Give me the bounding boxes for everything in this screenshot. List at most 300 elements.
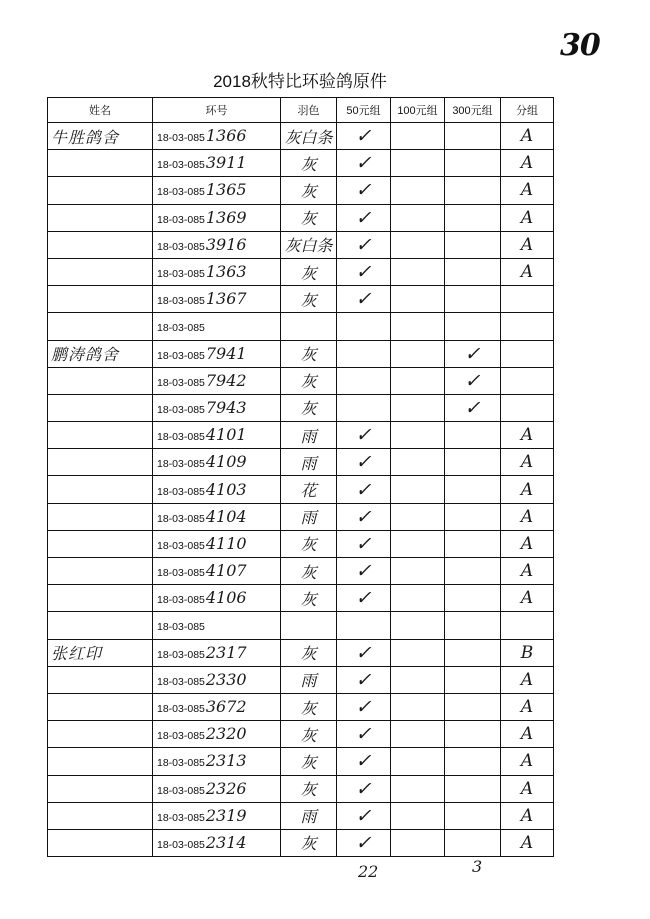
feather-color-cell xyxy=(281,721,337,748)
table-row xyxy=(48,150,554,177)
table-row xyxy=(48,340,554,367)
group-cell xyxy=(501,666,554,693)
group-cell xyxy=(501,177,554,204)
ring-prefix: 18-03-085 xyxy=(157,838,205,851)
group-cell xyxy=(501,231,554,258)
owner-name: 鹏涛鸽舍 xyxy=(51,345,120,365)
group-cell xyxy=(501,721,554,748)
feather-color-cell xyxy=(281,367,337,394)
ring-prefix: 18-03-085 xyxy=(157,403,205,416)
ring-prefix: 18-03-085 xyxy=(157,730,205,743)
table-row xyxy=(48,231,554,258)
ring-suffix: 4110 xyxy=(205,533,247,553)
group-cell xyxy=(501,313,554,340)
group-100-cell xyxy=(391,313,445,340)
group-300-cell xyxy=(445,258,501,285)
ring-number-cell xyxy=(153,585,281,612)
ring-number-cell xyxy=(153,802,281,829)
group-100-cell xyxy=(391,123,445,150)
feather-color-cell xyxy=(281,449,337,476)
ring-number-cell xyxy=(153,258,281,285)
group-cell xyxy=(501,204,554,231)
group-50-cell xyxy=(337,476,391,503)
group-letter: A xyxy=(520,153,534,174)
feather-color-cell xyxy=(281,775,337,802)
feather-color: 灰白条 xyxy=(284,127,333,147)
ring-prefix: 18-03-085 xyxy=(157,757,205,770)
group-50-cell xyxy=(337,231,391,258)
ring-prefix: 18-03-085 xyxy=(157,567,205,580)
table-row xyxy=(48,802,554,829)
check-mark-50: ✓ xyxy=(355,424,372,447)
ring-prefix: 18-03-085 xyxy=(157,268,205,281)
ring-prefix: 18-03-085 xyxy=(157,539,205,552)
check-mark-50: ✓ xyxy=(355,641,372,664)
group-100-cell xyxy=(391,829,445,856)
group-letter: A xyxy=(520,805,534,826)
group-100-cell xyxy=(391,721,445,748)
feather-color-cell xyxy=(281,693,337,720)
feather-color-cell xyxy=(281,340,337,367)
header-group: 分组 xyxy=(501,98,554,123)
group-50-cell xyxy=(337,721,391,748)
group-cell xyxy=(501,449,554,476)
table-row xyxy=(48,394,554,421)
table-row xyxy=(48,585,554,612)
ring-number-cell xyxy=(153,775,281,802)
table-row xyxy=(48,558,554,585)
table-row xyxy=(48,286,554,313)
group-letter: A xyxy=(520,832,534,853)
group-100-cell xyxy=(391,258,445,285)
group-50-cell xyxy=(337,394,391,421)
feather-color: 灰 xyxy=(300,154,317,174)
feather-color: 灰 xyxy=(300,698,317,718)
feather-color: 雨 xyxy=(300,807,317,827)
owner-name-cell xyxy=(48,177,153,204)
feather-color: 灰 xyxy=(300,345,317,365)
group-cell xyxy=(501,802,554,829)
group-300-cell xyxy=(445,313,501,340)
group-letter: A xyxy=(520,207,534,228)
group-300-cell xyxy=(445,721,501,748)
owner-name-cell xyxy=(48,721,153,748)
group-cell xyxy=(501,394,554,421)
group-50-cell xyxy=(337,585,391,612)
check-mark-300: ✓ xyxy=(464,396,481,419)
check-mark-50: ✓ xyxy=(355,125,372,148)
owner-name-cell xyxy=(48,639,153,666)
group-letter: A xyxy=(520,751,534,772)
header-name: 姓名 xyxy=(48,98,153,123)
group-50-cell xyxy=(337,558,391,585)
page-number-mark: 30 xyxy=(560,28,600,63)
group-300-cell xyxy=(445,503,501,530)
owner-name-cell xyxy=(48,340,153,367)
ring-number-cell xyxy=(153,639,281,666)
ring-prefix: 18-03-085 xyxy=(157,784,205,797)
check-mark-50: ✓ xyxy=(355,587,372,610)
header-ring-number: 环号 xyxy=(153,98,281,123)
feather-color-cell xyxy=(281,802,337,829)
group-100-cell xyxy=(391,367,445,394)
owner-name-cell xyxy=(48,558,153,585)
check-mark-50: ✓ xyxy=(355,451,372,474)
feather-color: 灰 xyxy=(300,725,317,745)
group-300-cell xyxy=(445,422,501,449)
ring-prefix: 18-03-085 xyxy=(157,594,205,607)
feather-color-cell xyxy=(281,639,337,666)
group-50-cell xyxy=(337,802,391,829)
table-row xyxy=(48,476,554,503)
group-300-cell xyxy=(445,476,501,503)
check-mark-50: ✓ xyxy=(355,505,372,528)
check-mark-50: ✓ xyxy=(355,261,372,284)
owner-name-cell xyxy=(48,530,153,557)
ring-suffix: 4101 xyxy=(205,425,247,445)
check-mark-50: ✓ xyxy=(355,206,372,229)
group-letter: A xyxy=(520,262,534,283)
group-100-cell xyxy=(391,748,445,775)
table-row xyxy=(48,449,554,476)
owner-name-cell xyxy=(48,748,153,775)
ring-suffix: 1363 xyxy=(205,262,247,282)
table-row xyxy=(48,530,554,557)
ring-suffix: 3672 xyxy=(205,697,247,717)
group-50-cell xyxy=(337,748,391,775)
group-300-cell xyxy=(445,829,501,856)
group-letter: A xyxy=(520,561,534,582)
group-100-cell xyxy=(391,286,445,313)
table-header-row xyxy=(48,98,554,123)
group-100-cell xyxy=(391,802,445,829)
ring-prefix: 18-03-085 xyxy=(157,703,205,716)
group-100-cell xyxy=(391,231,445,258)
owner-name-cell xyxy=(48,258,153,285)
ring-suffix: 4103 xyxy=(205,479,247,499)
ring-suffix: 2326 xyxy=(205,778,247,798)
group-300-cell xyxy=(445,775,501,802)
ring-number-cell xyxy=(153,394,281,421)
group-50-cell xyxy=(337,530,391,557)
group-cell xyxy=(501,286,554,313)
owner-name-cell xyxy=(48,286,153,313)
group-50-cell xyxy=(337,204,391,231)
group-300-cell xyxy=(445,693,501,720)
feather-color: 灰 xyxy=(300,181,317,201)
group-300-cell xyxy=(445,639,501,666)
group-50-cell xyxy=(337,150,391,177)
owner-name: 张红印 xyxy=(51,644,103,664)
check-mark-50: ✓ xyxy=(355,668,372,691)
group-300-cell xyxy=(445,286,501,313)
group-letter: A xyxy=(520,234,534,255)
feather-color: 灰 xyxy=(300,589,317,609)
ring-number-cell xyxy=(153,666,281,693)
owner-name-cell xyxy=(48,204,153,231)
check-mark-50: ✓ xyxy=(355,777,372,800)
feather-color-cell xyxy=(281,258,337,285)
group-300-cell xyxy=(445,530,501,557)
ring-number-cell xyxy=(153,123,281,150)
feather-color: 灰 xyxy=(300,644,317,664)
group-100-cell xyxy=(391,177,445,204)
owner-name-cell xyxy=(48,802,153,829)
feather-color: 灰 xyxy=(300,399,317,419)
group-100-cell xyxy=(391,394,445,421)
check-mark-50: ✓ xyxy=(355,288,372,311)
owner-name-cell xyxy=(48,693,153,720)
check-mark-300: ✓ xyxy=(464,369,481,392)
group-300-cell xyxy=(445,150,501,177)
group-cell xyxy=(501,693,554,720)
group-cell xyxy=(501,476,554,503)
ring-number-cell xyxy=(153,367,281,394)
ring-suffix: 4104 xyxy=(205,506,247,526)
ring-number-cell xyxy=(153,748,281,775)
ring-number-cell xyxy=(153,313,281,340)
check-mark-50: ✓ xyxy=(355,723,372,746)
table-row xyxy=(48,693,554,720)
group-100-cell xyxy=(391,612,445,639)
group-letter: A xyxy=(520,506,534,527)
check-mark-50: ✓ xyxy=(355,804,372,827)
ring-prefix: 18-03-085 xyxy=(157,648,205,661)
group-letter: A xyxy=(520,425,534,446)
owner-name-cell xyxy=(48,829,153,856)
group-100-cell xyxy=(391,150,445,177)
ring-prefix: 18-03-085 xyxy=(157,349,205,362)
group-letter: A xyxy=(520,588,534,609)
group-100-cell xyxy=(391,204,445,231)
ring-prefix: 18-03-085 xyxy=(157,240,205,253)
group-letter: A xyxy=(520,697,534,718)
group-300-cell xyxy=(445,204,501,231)
table-row xyxy=(48,748,554,775)
ring-suffix: 4107 xyxy=(205,561,247,581)
ring-suffix: 2313 xyxy=(205,751,247,771)
group-300-cell xyxy=(445,177,501,204)
feather-color: 灰 xyxy=(300,209,317,229)
group-300-cell xyxy=(445,449,501,476)
group-100-cell xyxy=(391,340,445,367)
group-100-cell xyxy=(391,503,445,530)
table-row xyxy=(48,204,554,231)
group-100-cell xyxy=(391,422,445,449)
group-letter: A xyxy=(520,126,534,147)
owner-name-cell xyxy=(48,612,153,639)
group-letter: A xyxy=(520,533,534,554)
group-50-cell xyxy=(337,612,391,639)
group-50-cell xyxy=(337,313,391,340)
group-100-cell xyxy=(391,449,445,476)
group-50-cell xyxy=(337,177,391,204)
check-mark-50: ✓ xyxy=(355,696,372,719)
owner-name-cell xyxy=(48,367,153,394)
group-50-cell xyxy=(337,666,391,693)
group-100-cell xyxy=(391,585,445,612)
feather-color-cell xyxy=(281,150,337,177)
table-row xyxy=(48,666,554,693)
ring-suffix: 2314 xyxy=(205,832,247,852)
ring-number-cell xyxy=(153,612,281,639)
feather-color: 雨 xyxy=(300,508,317,528)
owner-name-cell xyxy=(48,313,153,340)
table-row xyxy=(48,367,554,394)
check-mark-50: ✓ xyxy=(355,831,372,854)
group-300-cell xyxy=(445,123,501,150)
feather-color-cell xyxy=(281,123,337,150)
feather-color: 灰 xyxy=(300,752,317,772)
group-cell xyxy=(501,558,554,585)
ring-suffix: 7942 xyxy=(205,370,247,390)
ring-prefix: 18-03-085 xyxy=(157,675,205,688)
table-row xyxy=(48,422,554,449)
ring-number-cell xyxy=(153,721,281,748)
group-cell xyxy=(501,340,554,367)
ring-suffix: 7941 xyxy=(205,343,247,363)
ring-prefix: 18-03-085 xyxy=(157,132,205,145)
owner-name-cell xyxy=(48,231,153,258)
ring-number-cell xyxy=(153,340,281,367)
ring-number-cell xyxy=(153,422,281,449)
group-letter: A xyxy=(520,669,534,690)
group-cell xyxy=(501,639,554,666)
owner-name: 牛胜鸽舍 xyxy=(51,127,120,147)
group-300-cell xyxy=(445,367,501,394)
group-letter: A xyxy=(520,452,534,473)
feather-color-cell xyxy=(281,612,337,639)
group-50-cell xyxy=(337,340,391,367)
check-mark-50: ✓ xyxy=(355,478,372,501)
group-50-cell xyxy=(337,258,391,285)
ring-suffix: 2319 xyxy=(205,805,247,825)
group-50-cell xyxy=(337,422,391,449)
total-50-group: 22 xyxy=(358,862,379,881)
ring-suffix: 1369 xyxy=(205,207,247,227)
check-mark-50: ✓ xyxy=(355,152,372,175)
ring-suffix: 4109 xyxy=(205,452,247,472)
ring-number-cell xyxy=(153,558,281,585)
owner-name-cell xyxy=(48,422,153,449)
ring-suffix: 2317 xyxy=(205,642,247,662)
feather-color: 灰 xyxy=(300,780,317,800)
group-300-cell xyxy=(445,666,501,693)
feather-color-cell xyxy=(281,177,337,204)
table-row xyxy=(48,258,554,285)
table-body xyxy=(48,123,554,857)
header-feather-color: 羽色 xyxy=(281,98,337,123)
check-mark-50: ✓ xyxy=(355,750,372,773)
group-50-cell xyxy=(337,367,391,394)
table-row xyxy=(48,639,554,666)
ring-prefix: 18-03-085 xyxy=(157,458,205,471)
owner-name-cell xyxy=(48,449,153,476)
ring-prefix: 18-03-085 xyxy=(157,431,205,444)
group-50-cell xyxy=(337,286,391,313)
group-cell xyxy=(501,123,554,150)
feather-color-cell xyxy=(281,476,337,503)
owner-name-cell xyxy=(48,123,153,150)
ring-number-cell xyxy=(153,476,281,503)
group-300-cell xyxy=(445,231,501,258)
total-300-group: 3 xyxy=(472,857,483,876)
check-mark-50: ✓ xyxy=(355,179,372,202)
group-50-cell xyxy=(337,693,391,720)
owner-name-cell xyxy=(48,666,153,693)
table-row xyxy=(48,829,554,856)
ring-number-cell xyxy=(153,693,281,720)
ring-suffix: 3916 xyxy=(205,234,247,254)
group-50-cell xyxy=(337,775,391,802)
header-group-300: 300元组 xyxy=(445,98,501,123)
group-300-cell xyxy=(445,558,501,585)
ring-prefix: 18-03-085 xyxy=(157,512,205,525)
check-mark-50: ✓ xyxy=(355,532,372,555)
group-50-cell xyxy=(337,829,391,856)
ring-suffix: 4106 xyxy=(205,588,247,608)
group-cell xyxy=(501,829,554,856)
feather-color: 灰 xyxy=(300,562,317,582)
ring-number-cell xyxy=(153,829,281,856)
header-group-100: 100元组 xyxy=(391,98,445,123)
ring-prefix: 18-03-085 xyxy=(157,159,205,172)
group-cell xyxy=(501,258,554,285)
group-cell xyxy=(501,775,554,802)
ring-prefix: 18-03-085 xyxy=(157,295,205,308)
feather-color-cell xyxy=(281,748,337,775)
group-cell xyxy=(501,585,554,612)
ring-suffix: 1365 xyxy=(205,180,247,200)
feather-color-cell xyxy=(281,503,337,530)
group-300-cell xyxy=(445,585,501,612)
group-letter: A xyxy=(520,778,534,799)
group-100-cell xyxy=(391,775,445,802)
ring-number-cell xyxy=(153,177,281,204)
group-300-cell xyxy=(445,340,501,367)
group-letter: B xyxy=(520,642,534,663)
ring-suffix: 2320 xyxy=(205,724,247,744)
ring-suffix: 7943 xyxy=(205,397,247,417)
group-300-cell xyxy=(445,394,501,421)
ring-number-cell xyxy=(153,503,281,530)
feather-color: 灰 xyxy=(300,372,317,392)
table-row xyxy=(48,313,554,340)
group-cell xyxy=(501,150,554,177)
group-cell xyxy=(501,503,554,530)
ring-number-cell xyxy=(153,204,281,231)
feather-color-cell xyxy=(281,204,337,231)
group-300-cell xyxy=(445,748,501,775)
ring-number-cell xyxy=(153,449,281,476)
feather-color-cell xyxy=(281,313,337,340)
table-row xyxy=(48,721,554,748)
ring-suffix: 1367 xyxy=(205,289,247,309)
group-100-cell xyxy=(391,639,445,666)
ring-number-cell xyxy=(153,530,281,557)
ring-prefix: 18-03-085 xyxy=(157,376,205,389)
group-50-cell xyxy=(337,503,391,530)
ring-prefix: 18-03-085 xyxy=(157,485,205,498)
feather-color: 灰 xyxy=(300,535,317,555)
feather-color-cell xyxy=(281,286,337,313)
group-cell xyxy=(501,422,554,449)
group-letter: A xyxy=(520,479,534,500)
feather-color: 雨 xyxy=(300,671,317,691)
group-cell xyxy=(501,748,554,775)
feather-color-cell xyxy=(281,231,337,258)
ring-prefix: 18-03-085 xyxy=(157,621,205,634)
